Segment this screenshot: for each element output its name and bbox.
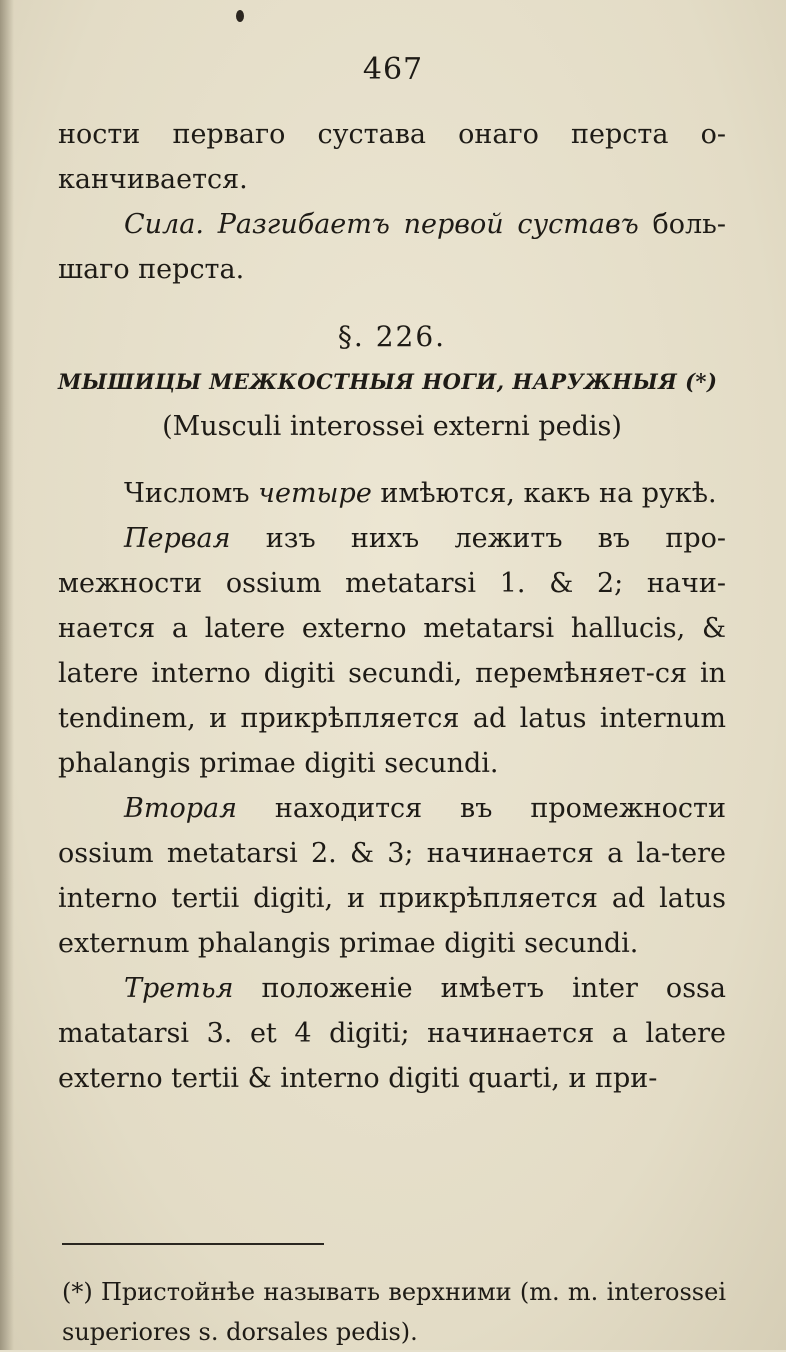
section-heading: МЫШИЦЫ МЕЖКОСТНЫЯ НОГИ, НАРУЖНЫЯ (*) — [58, 369, 718, 394]
paragraph-first — [58, 516, 726, 786]
paragraph-third — [58, 966, 726, 1101]
force-label: Сила. — [124, 209, 204, 240]
count-italic: четыре — [258, 478, 372, 509]
third-rest: положеніе имѣетъ inter ossa matatarsi 3. et 4 digiti; начинается a latere externo tertii & interno digiti quarti, и при- — [58, 973, 727, 1094]
page-number: 467 — [362, 52, 424, 87]
third-label: Третья — [124, 973, 234, 1004]
footnote — [62, 1272, 726, 1352]
second-label: Вторая — [124, 793, 237, 824]
count-rest: имѣются, какъ на рукѣ. — [380, 478, 717, 509]
first-label: Первая — [124, 523, 231, 554]
paragraph-count — [58, 471, 726, 516]
footnote-rule — [62, 1243, 324, 1245]
second-rest: находится въ промежности ossium metatarsi 2. & 3; начинается a la-tere interno tertii digiti, и прикрѣпляется ad latus externum phalangis primae digiti secundi. — [58, 793, 726, 959]
count-lead: Числомъ — [124, 478, 250, 509]
first-rest: изъ нихъ лежитъ въ про-межности ossium metatarsi 1. & 2; начи-нается a latere externo metatarsi hallucis, & latere interno digiti secundi, перемѣняет-ся in tendinem, и прикрѣпляется ad latus internum phalangis primae digiti secundi. — [58, 523, 726, 779]
section-number: §. 226. — [337, 320, 447, 353]
body-text — [58, 112, 726, 1101]
footnote-text: (*) Пристойнѣе называть верхними (m. m. interossei superiores s. dorsales pedis). — [62, 1278, 726, 1346]
spine-shadow — [0, 0, 14, 1350]
paragraph-force — [58, 202, 726, 292]
latin-title: (Musculi interossei externi pedis) — [162, 411, 622, 442]
paragraph-continuation: ности первагo сустава онаго перста о-канчивается. — [58, 119, 726, 195]
ink-spot — [236, 10, 244, 22]
force-rest: боль-шаго перста. — [58, 209, 726, 285]
force-italic: Разгибаетъ первой суставъ — [217, 209, 639, 240]
paragraph-second — [58, 786, 726, 966]
